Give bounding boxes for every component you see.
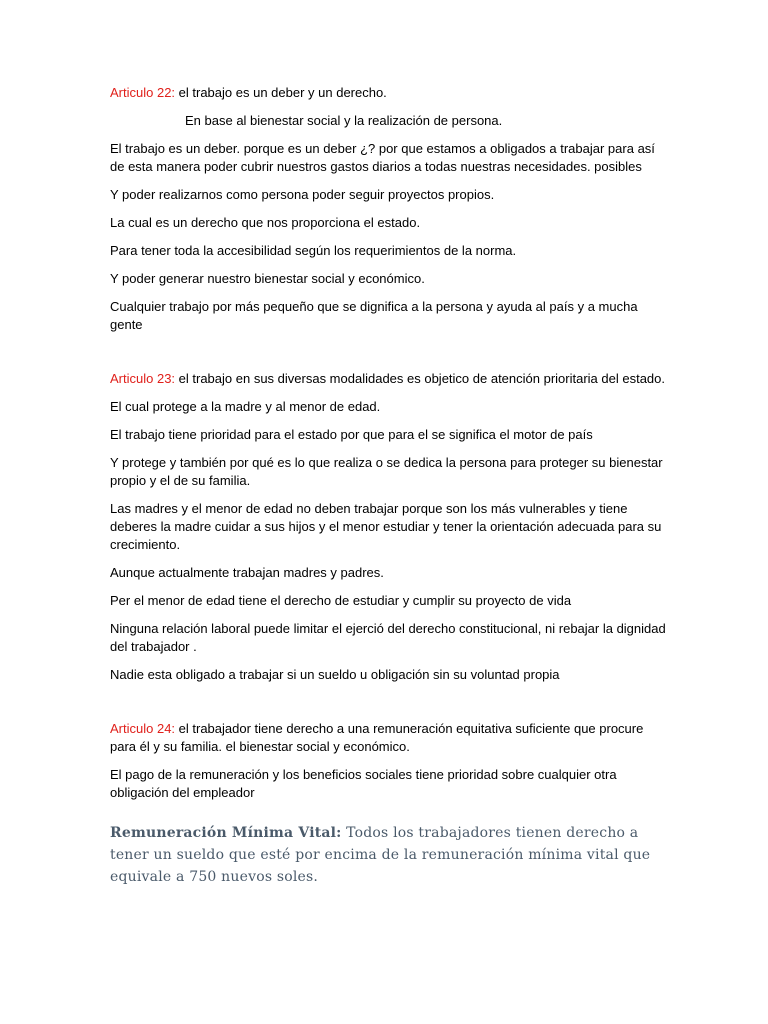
article-24-label: Articulo 24: [110, 721, 176, 736]
article-22-paragraph: Para tener toda la accesibilidad según los requerimientos de la norma. [110, 243, 517, 258]
article-22-heading [110, 84, 670, 102]
article-22-paragraph: La cual es un derecho que nos proporciona el estado. [110, 215, 421, 230]
article-23-title: el trabajo en sus diversas modalidades es objetico de atención prioritaria del estado. [175, 371, 666, 386]
article-24-title: el trabajador tiene derecho a una remuneración equitativa suficiente que procure para él y su familia. el bienestar social y económico. [110, 721, 644, 754]
document-body [110, 84, 670, 888]
article-23-label: Articulo 23: [110, 371, 176, 386]
article-22-label: Articulo 22: [110, 85, 176, 100]
article-22-paragraph: El trabajo es un deber. porque es un deber ¿? por que estamos a obligados a trabajar para así de esta manera poder cubrir nuestros gastos diarios a todas nuestras necesidades. posibles [110, 141, 655, 174]
article-23-paragraph: Nadie esta obligado a trabajar si un sueldo u obligación sin su voluntad propia [110, 667, 560, 682]
article-23-paragraph: Aunque actualmente trabajan madres y padres. [110, 565, 384, 580]
article-23-heading [110, 370, 670, 388]
article-22-paragraph: Y poder realizarnos como persona poder seguir proyectos propios. [110, 187, 495, 202]
article-23-paragraph: Las madres y el menor de edad no deben trabajar porque son los más vulnerables y tiene deberes la madre cuidar a sus hijos y el menor estudiar y tener la orientación adecuada para su crecimiento. [110, 501, 662, 552]
minimum-wage-text: Todos los trabajadores tienen derecho a tener un sueldo que esté por encima de la remuneración mínima vital que equivale a 750 nuevos soles. [110, 825, 651, 885]
minimum-wage-note [110, 822, 670, 888]
article-23-paragraph: Ninguna relación laboral puede limitar el ejerció del derecho constitucional, ni rebajar la dignidad del trabajador . [110, 621, 666, 654]
article-23-paragraph: El cual protege a la madre y al menor de edad. [110, 399, 381, 414]
article-23-paragraph: Per el menor de edad tiene el derecho de estudiar y cumplir su proyecto de vida [110, 593, 572, 608]
article-24-paragraph: El pago de la remuneración y los beneficios sociales tiene prioridad sobre cualquier otra obligación del empleador [110, 767, 617, 800]
article-22-paragraph: Y poder generar nuestro bienestar social y económico. [110, 271, 425, 286]
article-22-paragraph: Cualquier trabajo por más pequeño que se dignifica a la persona y ayuda al país y a mucha gente [110, 299, 638, 332]
article-22-subtitle: En base al bienestar social y la realización de persona. [185, 113, 503, 128]
article-24-heading [110, 720, 670, 756]
article-23-paragraph: El trabajo tiene prioridad para el estado por que para el se significa el motor de país [110, 427, 593, 442]
article-23-paragraph: Y protege y también por qué es lo que realiza o se dedica la persona para proteger su bienestar propio y el de su familia. [110, 455, 663, 488]
article-22-title: el trabajo es un deber y un derecho. [175, 85, 387, 100]
minimum-wage-label: Remuneración Mínima Vital: [110, 825, 342, 841]
